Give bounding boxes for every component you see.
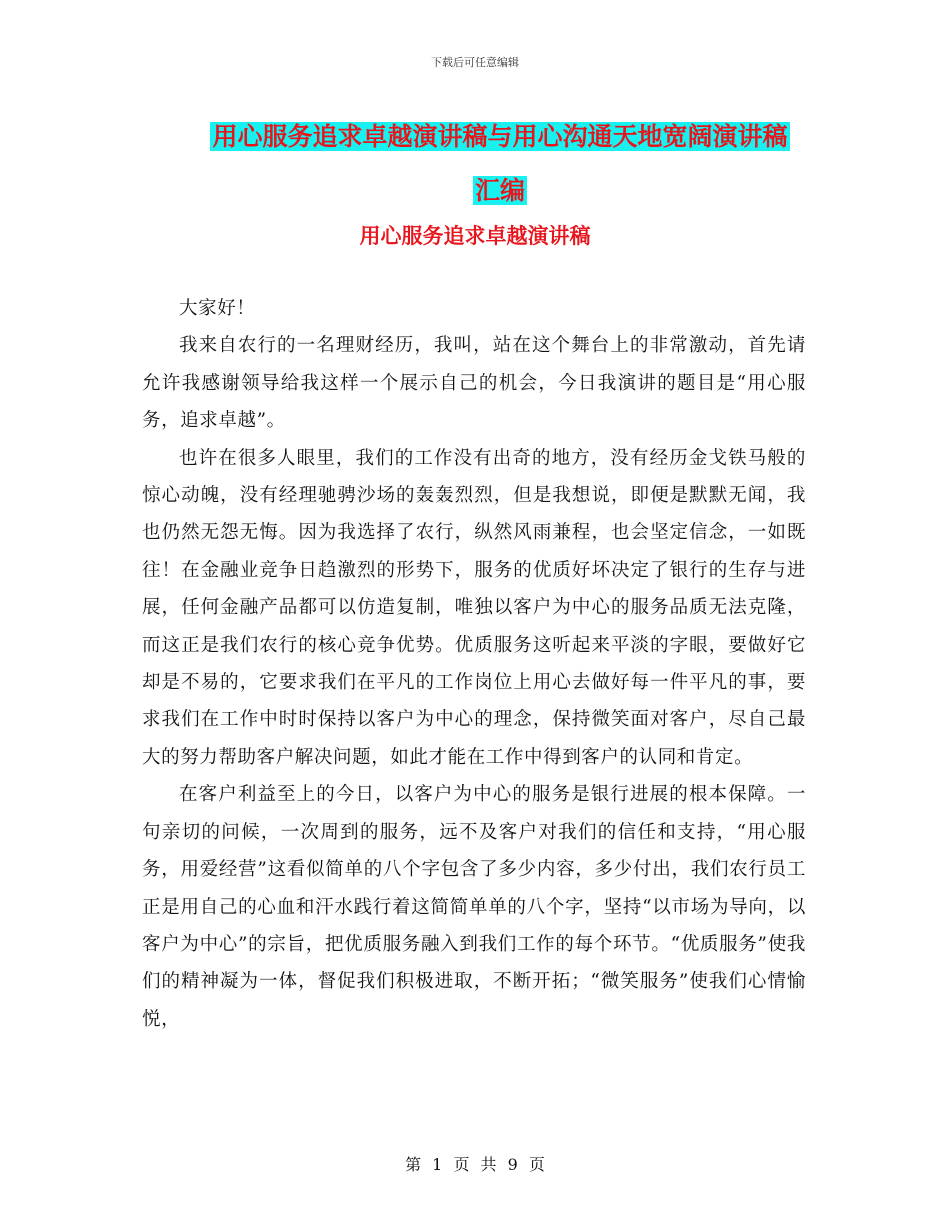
- header-note: 下载后可任意编辑: [431, 56, 519, 69]
- main-title-line2: 汇编: [474, 176, 525, 205]
- section-title: 用心服务追求卓越演讲稿: [359, 224, 591, 248]
- paragraph-greeting: 大家好！: [179, 298, 256, 319]
- document-body: [142, 290, 806, 1038]
- document-main-title: [190, 110, 810, 218]
- main-title-line1: 用心服务追求卓越演讲稿与用心沟通天地宽阔演讲稿: [212, 122, 788, 151]
- paragraph-service: 也许在很多人眼里，我们的工作没有出奇的地方，没有经历金戈铁马般的惊心动魄，没有经理驰骋沙场的轰轰烈烈，但是我想说，即便是默默无闻，我也仍然无怨无悔。因为我选择了农行，纵然风雨兼程，也会坚定信念，一如既往！在金融业竞争日趋激烈的形势下，服务的优质好坏决定了银行的生存与进展，任何金融产品都可以仿造复制，唯独以客户为中心的服务品质无法克隆，而这正是我们农行的核心竞争优势。优质服务这听起来平淡的字眼，要做好它却是不易的，它要求我们在平凡的工作岗位上用心去做好每一件平凡的事，要求我们在工作中时时保持以客户为中心的理念，保持微笑面对客户，尽自己最大的努力帮助客户解决问题，如此才能在工作中得到客户的认同和肯定。: [142, 447, 806, 768]
- paragraph-customer: 在客户利益至上的今日，以客户为中心的服务是银行进展的根本保障。一句亲切的问候，一次周到的服务，远不及客户对我们的信任和支持，“用心服务，用爱经营”这看似简单的八个字包含了多少内容，多少付出，我们农行员工正是用自己的心血和汗水践行着这简简单单的八个字，坚持“以市场为导向，以客户为中心”的宗旨，把优质服务融入到我们工作的每个环节。“优质服务”使我们的精神凝为一体，督促我们积极进取，不断开拓；“微笑服务”使我们心情愉悦，: [142, 784, 806, 1030]
- paragraph-intro: 我来自农行的一名理财经历，我叫，站在这个舞台上的非常激动，首先请允许我感谢领导给我这样一个展示自己的机会，今日我演讲的题目是“用心服务，追求卓越”。: [142, 335, 806, 432]
- page-footer: 第 1 页 共 9 页: [405, 1155, 545, 1174]
